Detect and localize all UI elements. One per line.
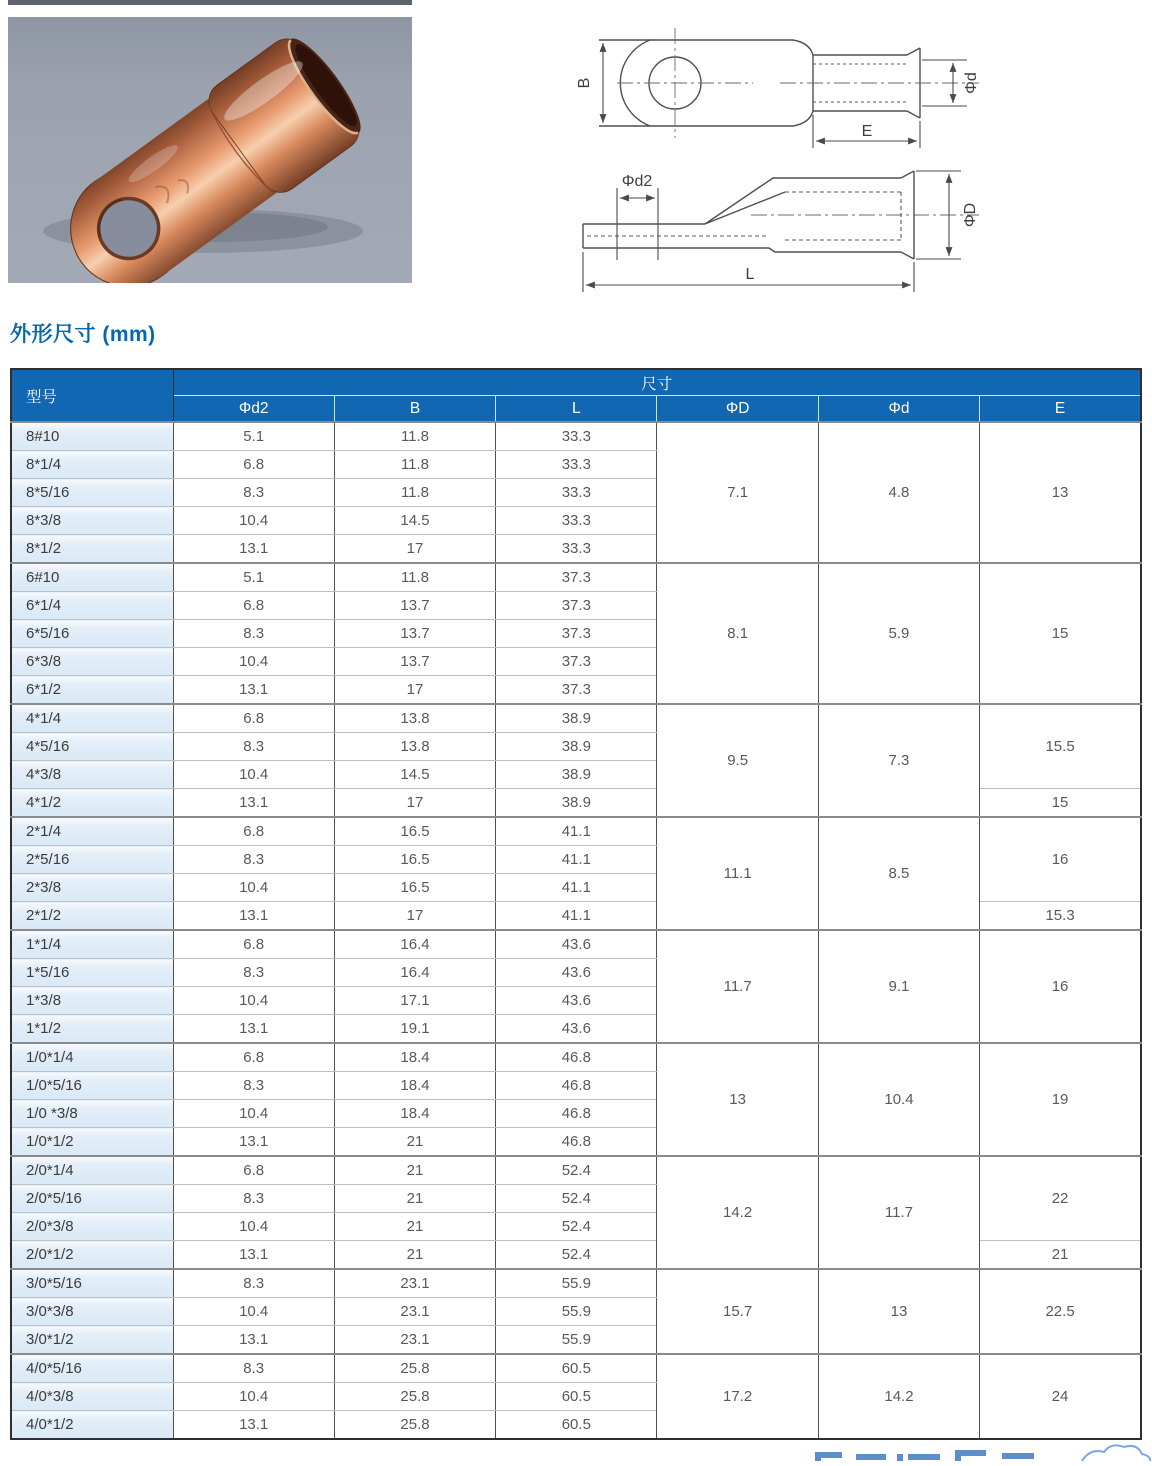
phi-d2-cell: 13.1 [173,1411,334,1440]
phi-d2-cell: 8.3 [173,959,334,987]
dim-label-L: L [745,266,755,283]
phi-D-cell: 15.7 [657,1269,818,1354]
e-cell: 15.5 [980,704,1141,789]
phi-d-cell: 5.9 [818,563,979,704]
phi-d2-cell: 8.3 [173,1269,334,1298]
watermark-shapes [790,1441,1152,1461]
model-cell: 8*3/8 [11,507,173,535]
b-cell: 23.1 [334,1298,495,1326]
phi-d2-cell: 6.8 [173,930,334,959]
l-cell: 52.4 [496,1156,657,1185]
model-cell: 1*1/4 [11,930,173,959]
b-cell: 11.8 [334,422,495,451]
b-cell: 21 [334,1213,495,1241]
l-cell: 41.1 [496,817,657,846]
phi-d2-cell: 10.4 [173,1213,334,1241]
model-cell: 3/0*1/2 [11,1326,173,1355]
b-cell: 16.5 [334,817,495,846]
l-cell: 38.9 [496,761,657,789]
b-cell: 25.8 [334,1354,495,1383]
l-cell: 43.6 [496,959,657,987]
phi-d2-cell: 8.3 [173,846,334,874]
e-cell: 21 [980,1241,1141,1270]
table-row [11,704,1141,733]
b-cell: 23.1 [334,1269,495,1298]
table-row [11,930,1141,959]
b-cell: 17 [334,535,495,564]
l-cell: 55.9 [496,1269,657,1298]
phi-d2-cell: 13.1 [173,1326,334,1355]
b-cell: 16.4 [334,959,495,987]
phi-D-cell: 11.7 [657,930,818,1043]
e-cell: 15.3 [980,902,1141,931]
dim-label-E: E [861,123,873,140]
phi-d2-cell: 8.3 [173,1072,334,1100]
phi-d2-cell: 8.3 [173,1185,334,1213]
model-cell: 4/0*1/2 [11,1411,173,1440]
l-cell: 41.1 [496,874,657,902]
l-cell: 37.3 [496,592,657,620]
phi-D-cell: 7.1 [657,422,818,563]
phi-d2-cell: 13.1 [173,902,334,931]
technical-drawings [555,8,985,298]
model-cell: 2/0*3/8 [11,1213,173,1241]
l-cell: 38.9 [496,704,657,733]
b-cell: 17.1 [334,987,495,1015]
phi-d-cell: 13 [818,1269,979,1354]
phi-d2-cell: 6.8 [173,451,334,479]
e-cell: 13 [980,422,1141,563]
phi-d2-cell: 10.4 [173,1100,334,1128]
phi-D-cell: 8.1 [657,563,818,704]
phi-d-cell: 9.1 [818,930,979,1043]
b-cell: 11.8 [334,479,495,507]
product-photo [8,17,412,283]
b-cell: 14.5 [334,507,495,535]
table-row [11,1156,1141,1185]
b-cell: 11.8 [334,563,495,592]
model-cell: 2/0*1/4 [11,1156,173,1185]
b-cell: 11.8 [334,451,495,479]
dim-label-B: B [576,77,593,89]
l-cell: 37.3 [496,563,657,592]
model-cell: 2/0*5/16 [11,1185,173,1213]
phi-D-cell: 13 [657,1043,818,1156]
l-cell: 55.9 [496,1326,657,1355]
e-cell: 15 [980,563,1141,704]
model-cell: 8#10 [11,422,173,451]
b-cell: 16.5 [334,846,495,874]
phi-d2-cell: 13.1 [173,676,334,705]
phi-d2-cell: 6.8 [173,592,334,620]
phi-d2-cell: 10.4 [173,1298,334,1326]
phi-d2-cell: 13.1 [173,535,334,564]
l-cell: 38.9 [496,789,657,818]
l-cell: 60.5 [496,1354,657,1383]
phi-D-cell: 17.2 [657,1354,818,1439]
side-view-bore-dashed [587,192,901,240]
header-phi-d2: Φd2 [173,396,334,423]
e-cell: 16 [980,930,1141,1043]
model-cell: 6*3/8 [11,648,173,676]
phi-d-cell: 11.7 [818,1156,979,1269]
table-body [11,422,1141,1439]
dimension-diagrams [555,8,985,298]
phi-d2-cell: 6.8 [173,817,334,846]
phi-d2-cell: 10.4 [173,648,334,676]
l-cell: 43.6 [496,930,657,959]
header-B: B [334,396,495,423]
l-cell: 52.4 [496,1213,657,1241]
b-cell: 21 [334,1128,495,1157]
l-cell: 60.5 [496,1383,657,1411]
model-cell: 2*1/2 [11,902,173,931]
model-cell: 6*1/4 [11,592,173,620]
phi-D-cell: 14.2 [657,1156,818,1269]
table-row [11,563,1141,592]
table-row [11,1269,1141,1298]
phi-d2-cell: 8.3 [173,1354,334,1383]
b-cell: 25.8 [334,1383,495,1411]
model-cell: 6*1/2 [11,676,173,705]
phi-d2-cell: 13.1 [173,1241,334,1270]
l-cell: 46.8 [496,1043,657,1072]
model-cell: 4*1/2 [11,789,173,818]
model-cell: 1*3/8 [11,987,173,1015]
model-cell: 3/0*3/8 [11,1298,173,1326]
l-cell: 37.3 [496,620,657,648]
watermark-partial [790,1441,1152,1461]
phi-d2-cell: 8.3 [173,620,334,648]
table-header [11,369,1141,422]
l-cell: 33.3 [496,422,657,451]
phi-d-cell: 4.8 [818,422,979,563]
b-cell: 13.7 [334,592,495,620]
b-cell: 23.1 [334,1326,495,1355]
phi-d2-cell: 8.3 [173,479,334,507]
e-cell: 22 [980,1156,1141,1241]
phi-d2-cell: 10.4 [173,761,334,789]
l-cell: 33.3 [496,535,657,564]
table-row [11,817,1141,846]
b-cell: 18.4 [334,1072,495,1100]
b-cell: 13.7 [334,648,495,676]
phi-d2-cell: 6.8 [173,1156,334,1185]
header-model: 型号 [11,369,173,422]
top-view-dimension-lines [603,43,967,148]
b-cell: 25.8 [334,1411,495,1440]
table-row [11,1043,1141,1072]
e-cell: 15 [980,789,1141,818]
header-dimensions-group: 尺寸 [173,369,1141,396]
phi-d2-cell: 6.8 [173,704,334,733]
b-cell: 18.4 [334,1043,495,1072]
header-phi-D: ΦD [657,396,818,423]
l-cell: 33.3 [496,479,657,507]
top-view-centerlines [617,28,979,138]
model-cell: 8*5/16 [11,479,173,507]
b-cell: 21 [334,1156,495,1185]
phi-d-cell: 8.5 [818,817,979,930]
model-cell: 1/0*1/2 [11,1128,173,1157]
b-cell: 13.7 [334,620,495,648]
b-cell: 18.4 [334,1100,495,1128]
model-cell: 1/0*5/16 [11,1072,173,1100]
l-cell: 52.4 [496,1241,657,1270]
model-cell: 2*3/8 [11,874,173,902]
e-cell: 16 [980,817,1141,902]
model-cell: 1/0*1/4 [11,1043,173,1072]
l-cell: 41.1 [496,902,657,931]
l-cell: 43.6 [496,1015,657,1044]
table-row [11,1354,1141,1383]
b-cell: 17 [334,902,495,931]
header-L: L [496,396,657,423]
model-cell: 3/0*5/16 [11,1269,173,1298]
l-cell: 41.1 [496,846,657,874]
e-cell: 22.5 [980,1269,1141,1354]
model-cell: 2/0*1/2 [11,1241,173,1270]
model-cell: 4/0*5/16 [11,1354,173,1383]
l-cell: 43.6 [496,987,657,1015]
section-title: 外形尺寸 (mm) [10,323,156,346]
dim-label-phi-d2: Φd2 [621,173,653,190]
phi-d2-cell: 13.1 [173,1128,334,1157]
model-cell: 1/0 *3/8 [11,1100,173,1128]
model-cell: 8*1/4 [11,451,173,479]
model-cell: 2*5/16 [11,846,173,874]
b-cell: 16.5 [334,874,495,902]
l-cell: 38.9 [496,733,657,761]
model-cell: 6#10 [11,563,173,592]
phi-D-cell: 11.1 [657,817,818,930]
phi-d2-cell: 13.1 [173,1015,334,1044]
e-cell: 19 [980,1043,1141,1156]
b-cell: 14.5 [334,761,495,789]
model-cell: 4*1/4 [11,704,173,733]
model-cell: 4/0*3/8 [11,1383,173,1411]
header-phi-d: Φd [818,396,979,423]
l-cell: 33.3 [496,451,657,479]
model-cell: 8*1/2 [11,535,173,564]
table-row [11,422,1141,451]
dimensions-table [10,368,1142,1440]
l-cell: 60.5 [496,1411,657,1440]
cropped-element-top [8,0,412,5]
model-cell: 6*5/16 [11,620,173,648]
model-cell: 1*5/16 [11,959,173,987]
phi-d2-cell: 10.4 [173,874,334,902]
dim-label-phi-d: Φd [963,72,980,94]
l-cell: 46.8 [496,1072,657,1100]
model-cell: 4*5/16 [11,733,173,761]
phi-d2-cell: 10.4 [173,1383,334,1411]
model-cell: 1*1/2 [11,1015,173,1044]
phi-d2-cell: 5.1 [173,563,334,592]
l-cell: 52.4 [496,1185,657,1213]
b-cell: 17 [334,789,495,818]
phi-d2-cell: 10.4 [173,987,334,1015]
phi-d2-cell: 8.3 [173,733,334,761]
phi-d2-cell: 10.4 [173,507,334,535]
l-cell: 46.8 [496,1100,657,1128]
b-cell: 13.8 [334,733,495,761]
phi-d-cell: 10.4 [818,1043,979,1156]
header-E: E [980,396,1141,423]
phi-d2-cell: 13.1 [173,789,334,818]
b-cell: 21 [334,1241,495,1270]
l-cell: 37.3 [496,648,657,676]
phi-d-cell: 7.3 [818,704,979,817]
phi-d2-cell: 6.8 [173,1043,334,1072]
e-cell: 24 [980,1354,1141,1439]
b-cell: 17 [334,676,495,705]
l-cell: 55.9 [496,1298,657,1326]
model-cell: 4*3/8 [11,761,173,789]
phi-d-cell: 14.2 [818,1354,979,1439]
model-cell: 2*1/4 [11,817,173,846]
b-cell: 16.4 [334,930,495,959]
l-cell: 46.8 [496,1128,657,1157]
l-cell: 37.3 [496,676,657,705]
l-cell: 33.3 [496,507,657,535]
b-cell: 13.8 [334,704,495,733]
b-cell: 21 [334,1185,495,1213]
copper-lug-image [8,17,412,283]
phi-d2-cell: 5.1 [173,422,334,451]
phi-D-cell: 9.5 [657,704,818,817]
dim-label-phi-D: ΦD [962,202,979,228]
b-cell: 19.1 [334,1015,495,1044]
